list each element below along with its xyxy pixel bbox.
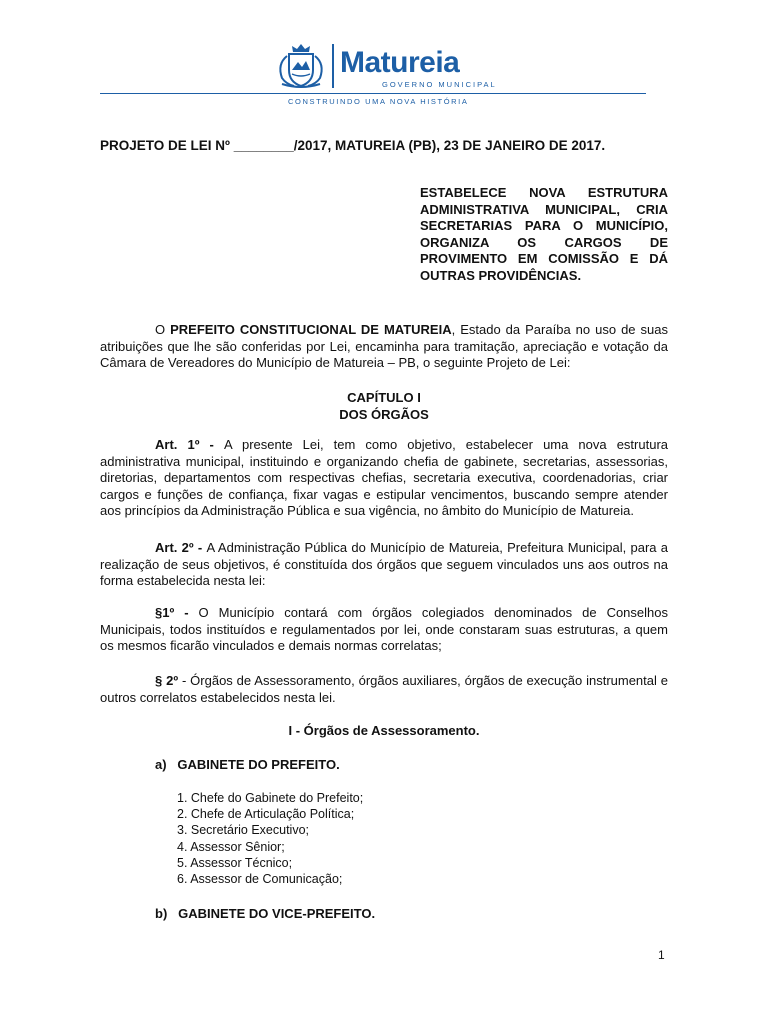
page-number: 1: [658, 948, 665, 962]
paragraph-2-label: § 2º: [155, 673, 179, 688]
paragraph-2-text: - Órgãos de Assessoramento, órgãos auxiliares, órgãos de execução instrumental e outros correlatos estabelecidos nesta lei.: [100, 673, 668, 705]
list-item: 4. Assessor Sênior;: [177, 839, 285, 854]
coat-of-arms-icon: [272, 40, 330, 90]
preamble-author: PREFEITO CONSTITUCIONAL DE MATUREIA: [170, 322, 452, 337]
item-a-heading: [155, 757, 340, 772]
section-heading: I - Órgãos de Assessoramento.: [288, 723, 480, 738]
office-positions-list: [177, 790, 363, 887]
list-item: 5. Assessor Técnico;: [177, 855, 293, 870]
article-1-text: A presente Lei, tem como objetivo, estabelecer uma nova estrutura administrativa municipal, instituindo e organizando chefia de gabinete, secretarias, assessorias, diretorias, departamentos com respectivas chefias, secretaria executiva, coordenadorias, criar cargos e funções de confiança, fixar vagas e estipular vencimentos, buscando sempre atender aos princípios da Administração Pública e sua vigência, no âmbito do Município de Matureia.: [100, 437, 669, 519]
item-a-title: GABINETE DO PREFEITO.: [177, 757, 340, 772]
list-item: 2. Chefe de Articulação Política;: [177, 807, 355, 822]
article-1: [100, 437, 668, 520]
chapter-heading: [100, 390, 668, 423]
letterhead: [100, 38, 668, 108]
item-b-label: b): [155, 906, 168, 921]
chapter-number: CAPÍTULO I: [347, 390, 421, 405]
preamble: [100, 322, 668, 372]
article-1-label: Art. 1º -: [155, 437, 224, 452]
brand-name: Matureia: [340, 46, 460, 79]
article-2-label: Art. 2º -: [155, 540, 207, 555]
bill-title: PROJETO DE LEI Nº ________/2017, MATUREIA (PB), 23 DE JANEIRO DE 2017.: [100, 138, 606, 153]
paragraph-2: [100, 673, 668, 706]
paragraph-1-label: §1º -: [155, 605, 199, 620]
header-rule: [100, 93, 646, 94]
paragraph-1-text: O Município contará com órgãos colegiados denominados de Conselhos Municipais, todos instituídos e regulamentados por lei, onde constaram suas estruturas, a quem os mesmos ficarão vinculados e demais normas correlatas;: [100, 605, 668, 654]
paragraph-1: [100, 605, 668, 655]
list-item: 3. Secretário Executivo;: [177, 823, 310, 838]
bill-summary: ESTABELECE NOVA ESTRUTURA ADMINISTRATIVA MUNICIPAL, CRIA SECRETARIAS PARA O MUNICÍPIO, ORGANIZA OS CARGOS DE PROVIMENTO EM COMISSÃO E DÁ OUTRAS PROVIDÊNCIAS.: [420, 185, 668, 283]
preamble-text: , Estado da Paraíba no uso de suas atribuições que lhe são conferidas por Lei, encaminha para tramitação, apreciação e votação da Câmara de Vereadores do Município de Matureia – PB, o seguinte Projeto de Lei:: [100, 322, 668, 371]
article-2: [100, 540, 668, 590]
slogan: CONSTRUINDO UMA NOVA HISTÓRIA: [288, 97, 469, 106]
list-item: 1. Chefe do Gabinete do Prefeito;: [177, 791, 364, 805]
chapter-name: DOS ÓRGÃOS: [339, 406, 429, 422]
item-b-heading: [155, 906, 375, 921]
preamble-lead: O: [155, 322, 171, 337]
header-divider: [332, 44, 334, 88]
item-b-title: GABINETE DO VICE-PREFEITO.: [178, 906, 376, 921]
brand-subtitle: GOVERNO MUNICIPAL: [382, 80, 497, 89]
item-a-label: a): [155, 757, 167, 772]
list-item: 6. Assessor de Comunicação;: [177, 872, 343, 887]
article-2-text: A Administração Pública do Município de Matureia, Prefeitura Municipal, para a realização de seus objetivos, é constituída dos órgãos que seguem vinculados uns aos outros na forma estabelecida nesta lei:: [100, 540, 669, 589]
